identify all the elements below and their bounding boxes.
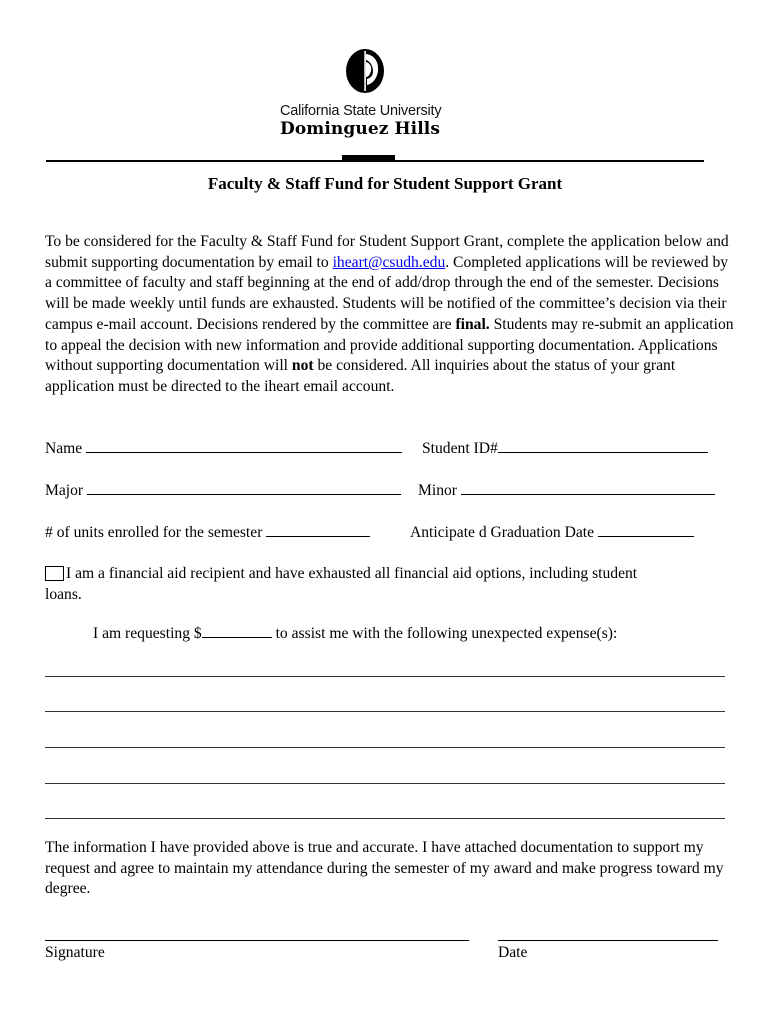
financial-aid-text-line2: loans. [45,585,82,603]
expense-line[interactable] [45,676,725,677]
page-title: Faculty & Staff Fund for Student Support Grant [207,174,563,193]
expense-line[interactable] [45,818,725,819]
intro-paragraph [45,232,735,398]
email-link[interactable]: iheart@csudh.edu [332,253,446,271]
graduation-row [410,522,694,542]
expense-line[interactable] [45,711,725,712]
name-field[interactable] [86,438,402,453]
graduation-date-field[interactable] [598,522,694,537]
request-row [93,623,617,643]
date-line[interactable] [498,940,718,941]
financial-aid-statement [45,564,735,605]
request-amount-field[interactable] [202,623,272,638]
intro-bold-not: not [291,357,314,375]
certification-paragraph: The information I have provided above is true and accurate. I have attached documentation to support my request and agree to maintain my attendance during the semester of my award and make progress toward my degree. [45,839,724,898]
expense-line[interactable] [45,783,725,784]
header-rule [46,160,704,162]
university-name-line2: Dominguez Hills [280,119,441,139]
financial-aid-text-line1: I am a financial aid recipient and have exhausted all financial aid options, including student [66,565,638,582]
intro-text-2: . Completed applications will be reviewed by a committee of faculty and staff beginning at the end of add/drop through the end of the semester. Decisions will be made weekly until funds are exhausted. Students will be notified of the committee’s decision via their campus e-mail account. Decisions rendered by the committee are [45,253,729,333]
date-label: Date [498,944,528,961]
intro-text-1: To be considered for the Faculty & Staff Fund for Student Support Grant, complete the application below and submit supporting documentation by email to [45,233,729,271]
graduation-label: Anticipate d Graduation Date [410,524,595,541]
major-label: Major [45,482,84,499]
intro-text-3: Students may re-submit an application to appeal the decision with new information and provide additional supporting documentation. Applications without supporting documentation will [45,315,734,375]
financial-aid-checkbox[interactable] [45,566,64,581]
units-field[interactable] [266,522,370,537]
minor-row [418,480,715,500]
units-label: # of units enrolled for the semester [45,524,263,541]
minor-field[interactable] [461,480,715,495]
student-id-label: Student ID# [422,440,498,457]
student-id-field[interactable] [498,438,708,453]
csudh-logo-icon [345,48,385,94]
intro-bold-final: final. [455,315,490,333]
name-label: Name [45,440,83,457]
intro-text-4: be considered. All inquiries about the status of your grant application must be directed to the iheart email account. [45,357,676,395]
student-id-row [422,438,708,458]
units-row [45,522,370,542]
minor-label: Minor [418,482,457,499]
major-field[interactable] [87,480,401,495]
major-row [45,480,401,500]
name-row [45,438,402,458]
signature-label: Signature [45,944,105,961]
request-text-2: to assist me with the following unexpected expense(s): [271,625,618,642]
expense-line[interactable] [45,747,725,748]
signature-line[interactable] [45,940,469,941]
university-name-line1: California State University [280,103,442,119]
request-text-1: I am requesting $ [93,625,202,642]
